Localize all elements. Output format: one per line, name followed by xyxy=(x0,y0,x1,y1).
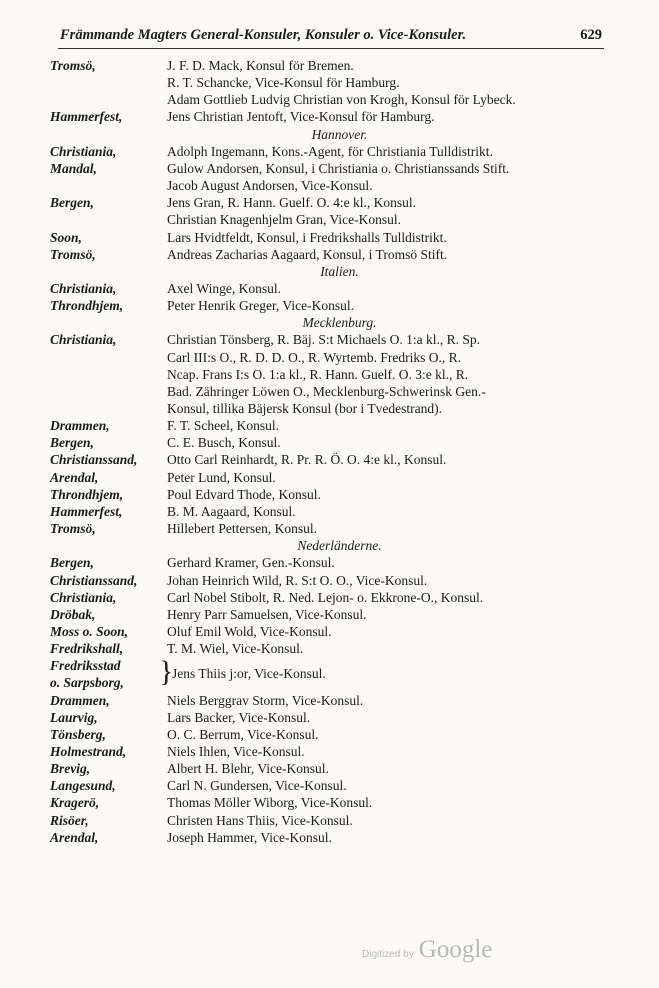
consul-entry: Christian Tönsberg, R. Bäj. S:t Michaels O. 1:a kl., R. Sp. xyxy=(167,332,480,348)
section-heading: Italien. xyxy=(320,263,359,279)
consul-entry: Poul Edvard Thode, Konsul. xyxy=(167,486,321,502)
header-title: Främmande Magters General-Konsuler, Konsuler o. Vice-Konsuler. xyxy=(60,27,467,43)
consul-entry: Carl III:s O., R. D. D. O., R. Wyrtemb. Fredriks O., R. xyxy=(167,349,462,365)
google-logo: Google xyxy=(418,936,493,963)
entry-row xyxy=(0,366,659,383)
place-name: Hammerfest, xyxy=(50,503,123,519)
consul-entry: Johan Heinrich Wild, R. S:t O. O., Vice-Konsul. xyxy=(167,572,428,588)
consul-entry: Jens Gran, R. Hann. Guelf. O. 4:e kl., Konsul. xyxy=(167,195,416,211)
entry-row xyxy=(0,692,659,709)
place-name: Arendal, xyxy=(50,469,99,485)
entry-row xyxy=(0,211,659,228)
entry-row xyxy=(0,709,659,726)
consul-entry: Axel Winge, Konsul. xyxy=(167,280,281,296)
place-name: Dröbak, xyxy=(50,606,96,622)
consul-entry: Konsul, tillika Bäjersk Konsul (bor i Tvedestrand). xyxy=(167,401,442,416)
section-heading: Nederländerne. xyxy=(297,538,382,554)
entry-row xyxy=(0,829,659,846)
place-name: Hammerfest, xyxy=(50,109,123,125)
place-name: Christiania, xyxy=(50,143,117,159)
consul-entry: Jacob August Andorsen, Vice-Konsul. xyxy=(167,178,373,194)
place-name: Kragerö, xyxy=(50,795,100,811)
entry-row xyxy=(0,777,659,794)
place-name: Laurvig, xyxy=(50,709,98,725)
consul-entry: Adolph Ingemann, Kons.-Agent, för Christiania Tulldistrikt. xyxy=(167,143,493,159)
place-name: Drammen, xyxy=(50,692,110,708)
entry-row xyxy=(0,743,659,760)
place-name: Christianssand, xyxy=(50,572,138,588)
page-number: 629 xyxy=(580,27,602,43)
entry-row xyxy=(0,726,659,743)
consul-entry: R. T. Schancke, Vice-Konsul för Hamburg. xyxy=(167,75,400,91)
watermark-prefix: Digitized by xyxy=(362,949,414,960)
consul-entry: O. C. Berrum, Vice-Konsul. xyxy=(167,726,319,742)
consul-entry: Christian Knagenhjelm Gran, Vice-Konsul. xyxy=(167,212,402,228)
entry-row xyxy=(0,143,659,160)
place-name: Christiania, xyxy=(50,589,117,605)
entry-row xyxy=(0,760,659,777)
entry-row xyxy=(0,674,659,691)
entry-row xyxy=(0,417,659,434)
place-name: Brevig, xyxy=(50,761,91,777)
place-name: o. Sarpsborg, xyxy=(50,675,124,691)
consul-entry: Albert H. Blehr, Vice-Konsul. xyxy=(167,761,329,777)
place-name: Drammen, xyxy=(50,418,110,434)
place-name: Bergen, xyxy=(50,195,94,211)
place-name: Bergen, xyxy=(50,435,94,451)
place-name: Risöer, xyxy=(50,812,89,828)
section-heading: Hannover. xyxy=(311,126,368,142)
entry-row xyxy=(0,794,659,811)
consul-entry: Oluf Emil Wold, Vice-Konsul. xyxy=(167,623,332,639)
consul-entry: Niels Berggrav Storm, Vice-Konsul. xyxy=(167,692,364,708)
consul-entry: Carl N. Gundersen, Vice-Konsul. xyxy=(167,778,347,794)
consul-entry: Christen Hans Thiis, Vice-Konsul. xyxy=(167,812,353,828)
consul-entry: Gulow Andorsen, Konsul, i Christiania o. Christianssands Stift. xyxy=(167,160,510,176)
header-rule xyxy=(58,48,604,49)
place-name: Fredriksstad xyxy=(50,658,121,674)
digitized-watermark xyxy=(362,936,492,964)
entry-row xyxy=(0,91,659,108)
consul-entry: Joseph Hammer, Vice-Konsul. xyxy=(167,829,332,845)
consul-entry: Lars Hvidtfeldt, Konsul, i Fredrikshalls Tulldistrikt. xyxy=(167,229,447,245)
consul-entry: Bad. Zähringer Löwen O., Mecklenburg-Schwerinsk Gen.- xyxy=(167,383,486,399)
entry-row xyxy=(0,108,659,125)
consul-entry: Thomas Möller Wiborg, Vice-Konsul. xyxy=(167,795,373,811)
place-name: Fredrikshall, xyxy=(50,641,124,657)
entry-row xyxy=(0,177,659,194)
entry-row xyxy=(0,520,659,537)
consul-entry: J. F. D. Mack, Konsul för Bremen. xyxy=(167,58,354,73)
consul-entry: Jens Christian Jentoft, Vice-Konsul för Hamburg. xyxy=(167,109,435,125)
entry-row xyxy=(0,554,659,571)
entry-row xyxy=(0,486,659,503)
consul-entry: Otto Carl Reinhardt, R. Pr. R. Ö. O. 4:e kl., Konsul. xyxy=(167,452,447,468)
place-name: Tromsö, xyxy=(50,521,96,537)
consul-entry: Niels Ihlen, Vice-Konsul. xyxy=(167,744,305,759)
entry-row xyxy=(0,160,659,177)
entry-row xyxy=(0,469,659,486)
consul-entry: T. M. Wiel, Vice-Konsul. xyxy=(167,641,304,657)
entry-row xyxy=(0,589,659,606)
consul-entry: B. M. Aagaard, Konsul. xyxy=(167,503,296,519)
entry-row xyxy=(0,297,659,314)
entry-row xyxy=(0,246,659,263)
consul-entry: Ncap. Frans I:s O. 1:a kl., R. Hann. Guelf. O. 3:e kl., R. xyxy=(167,366,469,382)
running-header xyxy=(60,26,600,44)
place-name: Christianssand, xyxy=(50,452,138,468)
entry-row xyxy=(0,400,659,417)
place-name: Langesund, xyxy=(50,778,116,794)
consul-entry: Hillebert Pettersen, Konsul. xyxy=(167,521,317,537)
brace-mark: } xyxy=(159,655,174,689)
entry-row xyxy=(0,606,659,623)
consul-entry: Carl Nobel Stibolt, R. Ned. Lejon- o. Ekkrone-O., Konsul. xyxy=(167,589,484,605)
entry-row xyxy=(0,434,659,451)
consul-entry: Henry Parr Samuelsen, Vice-Konsul. xyxy=(167,606,367,622)
entry-row xyxy=(0,451,659,468)
entry-row xyxy=(0,623,659,640)
section-heading: Mecklenburg. xyxy=(302,315,377,331)
consul-entry: Gerhard Kramer, Gen.-Konsul. xyxy=(167,555,335,571)
place-name: Tromsö, xyxy=(50,246,96,262)
place-name: Bergen, xyxy=(50,555,94,571)
place-name: Throndhjem, xyxy=(50,298,124,314)
entry-row xyxy=(0,74,659,91)
consul-entry: F. T. Scheel, Konsul. xyxy=(167,418,280,434)
consul-entry: Lars Backer, Vice-Konsul. xyxy=(167,709,311,725)
place-name: Holmestrand, xyxy=(50,744,127,759)
consul-entry: Peter Lund, Konsul. xyxy=(167,469,276,485)
entry-row xyxy=(0,229,659,246)
place-name: Christiania, xyxy=(50,332,117,348)
place-name: Arendal, xyxy=(50,829,99,845)
place-name: Moss o. Soon, xyxy=(50,623,129,639)
place-name: Christiania, xyxy=(50,280,117,296)
place-name: Soon, xyxy=(50,229,82,245)
place-name: Throndhjem, xyxy=(50,486,124,502)
consul-entry: Adam Gottlieb Ludvig Christian von Krogh, Konsul för Lybeck. xyxy=(167,92,516,108)
entry-row xyxy=(0,331,659,348)
entry-row xyxy=(0,640,659,657)
place-name: Tromsö, xyxy=(50,58,96,73)
consul-entry: Peter Henrik Greger, Vice-Konsul. xyxy=(167,298,354,314)
entry-row xyxy=(0,812,659,829)
entry-row xyxy=(0,349,659,366)
consul-entry: Andreas Zacharias Aagaard, Konsul, i Tromsö Stift. xyxy=(167,246,448,262)
consul-entry: C. E. Busch, Konsul. xyxy=(167,435,281,451)
place-name: Tönsberg, xyxy=(50,726,106,742)
entry-row xyxy=(0,57,659,74)
entry-row xyxy=(0,280,659,297)
place-name: Mandal, xyxy=(50,160,97,176)
entry-row xyxy=(0,572,659,589)
entry-row xyxy=(0,503,659,520)
consul-entry: Jens Thiis j:or, Vice-Konsul. xyxy=(172,666,326,682)
entry-row xyxy=(0,383,659,400)
entry-row xyxy=(0,194,659,211)
